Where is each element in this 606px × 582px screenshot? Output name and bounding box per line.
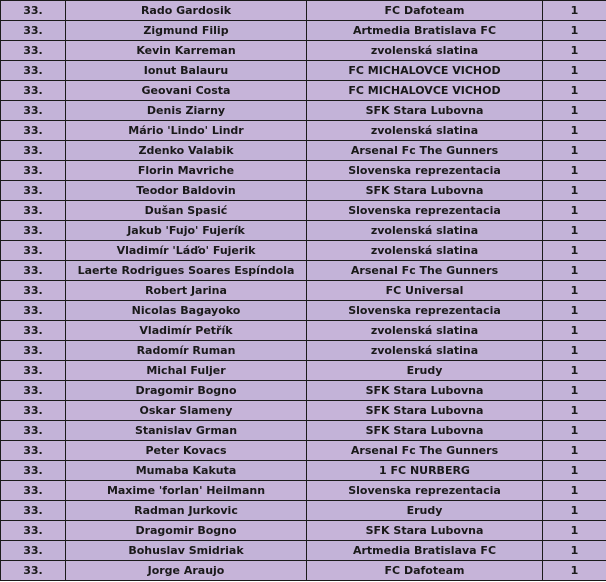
player-name-cell: Michal Fuljer bbox=[66, 361, 307, 381]
goals-cell: 1 bbox=[543, 281, 606, 301]
table-row bbox=[1, 1, 606, 21]
rank-cell: 33. bbox=[1, 361, 66, 381]
goals-cell: 1 bbox=[543, 401, 606, 421]
goals-cell: 1 bbox=[543, 321, 606, 341]
team-name-cell: Arsenal Fc The Gunners bbox=[307, 261, 543, 281]
table-row bbox=[1, 281, 606, 301]
team-name-cell: Slovenska reprezentacia bbox=[307, 301, 543, 321]
team-name-cell: Arsenal Fc The Gunners bbox=[307, 441, 543, 461]
rank-cell: 33. bbox=[1, 321, 66, 341]
rank-cell: 33. bbox=[1, 21, 66, 41]
rank-cell: 33. bbox=[1, 161, 66, 181]
table-row bbox=[1, 241, 606, 261]
goals-cell: 1 bbox=[543, 341, 606, 361]
goals-cell: 1 bbox=[543, 521, 606, 541]
table-row bbox=[1, 401, 606, 421]
table-row bbox=[1, 181, 606, 201]
goals-cell: 1 bbox=[543, 221, 606, 241]
goals-cell: 1 bbox=[543, 201, 606, 221]
rank-cell: 33. bbox=[1, 301, 66, 321]
rank-cell: 33. bbox=[1, 481, 66, 501]
rank-cell: 33. bbox=[1, 521, 66, 541]
team-name-cell: Slovenska reprezentacia bbox=[307, 481, 543, 501]
goals-cell: 1 bbox=[543, 461, 606, 481]
rank-cell: 33. bbox=[1, 61, 66, 81]
team-name-cell: Erudy bbox=[307, 501, 543, 521]
goals-cell: 1 bbox=[543, 81, 606, 101]
player-name-cell: Zigmund Filip bbox=[66, 21, 307, 41]
player-name-cell: Nicolas Bagayoko bbox=[66, 301, 307, 321]
table-row bbox=[1, 201, 606, 221]
player-name-cell: Dušan Spasić bbox=[66, 201, 307, 221]
goals-cell: 1 bbox=[543, 361, 606, 381]
team-name-cell: SFK Stara Lubovna bbox=[307, 181, 543, 201]
table-row bbox=[1, 221, 606, 241]
player-name-cell: Florin Mavriche bbox=[66, 161, 307, 181]
table-row bbox=[1, 561, 606, 581]
table-row bbox=[1, 81, 606, 101]
rank-cell: 33. bbox=[1, 461, 66, 481]
team-name-cell: Artmedia Bratislava FC bbox=[307, 541, 543, 561]
goals-cell: 1 bbox=[543, 501, 606, 521]
team-name-cell: FC MICHALOVCE VICHOD bbox=[307, 81, 543, 101]
rank-cell: 33. bbox=[1, 1, 66, 21]
player-name-cell: Mário 'Lindo' Lindr bbox=[66, 121, 307, 141]
player-name-cell: Denis Ziarny bbox=[66, 101, 307, 121]
goals-cell: 1 bbox=[543, 21, 606, 41]
goals-cell: 1 bbox=[543, 1, 606, 21]
table-row bbox=[1, 341, 606, 361]
player-name-cell: Oskar Slameny bbox=[66, 401, 307, 421]
goals-cell: 1 bbox=[543, 61, 606, 81]
goals-cell: 1 bbox=[543, 481, 606, 501]
player-name-cell: Zdenko Valabik bbox=[66, 141, 307, 161]
rank-cell: 33. bbox=[1, 541, 66, 561]
player-name-cell: Vladimír 'Láďo' Fujerik bbox=[66, 241, 307, 261]
team-name-cell: 1 FC NURBERG bbox=[307, 461, 543, 481]
table-row bbox=[1, 101, 606, 121]
goals-cell: 1 bbox=[543, 101, 606, 121]
team-name-cell: zvolenská slatina bbox=[307, 321, 543, 341]
player-name-cell: Radomír Ruman bbox=[66, 341, 307, 361]
goals-cell: 1 bbox=[543, 381, 606, 401]
team-name-cell: FC Dafoteam bbox=[307, 561, 543, 581]
goals-cell: 1 bbox=[543, 541, 606, 561]
goals-cell: 1 bbox=[543, 561, 606, 581]
team-name-cell: SFK Stara Lubovna bbox=[307, 421, 543, 441]
rank-cell: 33. bbox=[1, 441, 66, 461]
team-name-cell: zvolenská slatina bbox=[307, 41, 543, 61]
player-name-cell: Rado Gardosik bbox=[66, 1, 307, 21]
goals-cell: 1 bbox=[543, 121, 606, 141]
player-name-cell: Bohuslav Smidriak bbox=[66, 541, 307, 561]
rank-cell: 33. bbox=[1, 501, 66, 521]
player-name-cell: Ionut Balauru bbox=[66, 61, 307, 81]
team-name-cell: Slovenska reprezentacia bbox=[307, 161, 543, 181]
team-name-cell: Artmedia Bratislava FC bbox=[307, 21, 543, 41]
rank-cell: 33. bbox=[1, 81, 66, 101]
team-name-cell: FC MICHALOVCE VICHOD bbox=[307, 61, 543, 81]
rank-cell: 33. bbox=[1, 261, 66, 281]
table-row bbox=[1, 121, 606, 141]
team-name-cell: Erudy bbox=[307, 361, 543, 381]
table-row bbox=[1, 301, 606, 321]
table-row bbox=[1, 161, 606, 181]
player-name-cell: Jorge Araujo bbox=[66, 561, 307, 581]
table-row bbox=[1, 421, 606, 441]
goals-cell: 1 bbox=[543, 41, 606, 61]
player-name-cell: Mumaba Kakuta bbox=[66, 461, 307, 481]
team-name-cell: SFK Stara Lubovna bbox=[307, 381, 543, 401]
goals-cell: 1 bbox=[543, 161, 606, 181]
team-name-cell: Arsenal Fc The Gunners bbox=[307, 141, 543, 161]
team-name-cell: SFK Stara Lubovna bbox=[307, 401, 543, 421]
table-row bbox=[1, 481, 606, 501]
player-name-cell: Dragomir Bogno bbox=[66, 381, 307, 401]
rank-cell: 33. bbox=[1, 281, 66, 301]
table-row bbox=[1, 261, 606, 281]
table-row bbox=[1, 461, 606, 481]
player-name-cell: Peter Kovacs bbox=[66, 441, 307, 461]
table-row bbox=[1, 541, 606, 561]
rank-cell: 33. bbox=[1, 241, 66, 261]
scorers-table-body bbox=[1, 1, 606, 581]
team-name-cell: SFK Stara Lubovna bbox=[307, 101, 543, 121]
table-row bbox=[1, 61, 606, 81]
team-name-cell: SFK Stara Lubovna bbox=[307, 521, 543, 541]
rank-cell: 33. bbox=[1, 561, 66, 581]
player-name-cell: Geovani Costa bbox=[66, 81, 307, 101]
player-name-cell: Jakub 'Fujo' Fujerík bbox=[66, 221, 307, 241]
player-name-cell: Laerte Rodrigues Soares Espíndola bbox=[66, 261, 307, 281]
team-name-cell: zvolenská slatina bbox=[307, 221, 543, 241]
rank-cell: 33. bbox=[1, 421, 66, 441]
table-row bbox=[1, 321, 606, 341]
rank-cell: 33. bbox=[1, 41, 66, 61]
rank-cell: 33. bbox=[1, 121, 66, 141]
team-name-cell: FC Universal bbox=[307, 281, 543, 301]
team-name-cell: zvolenská slatina bbox=[307, 121, 543, 141]
goals-cell: 1 bbox=[543, 141, 606, 161]
team-name-cell: zvolenská slatina bbox=[307, 241, 543, 261]
player-name-cell: Dragomir Bogno bbox=[66, 521, 307, 541]
player-name-cell: Maxime 'forlan' Heilmann bbox=[66, 481, 307, 501]
table-row bbox=[1, 381, 606, 401]
rank-cell: 33. bbox=[1, 201, 66, 221]
team-name-cell: zvolenská slatina bbox=[307, 341, 543, 361]
table-row bbox=[1, 441, 606, 461]
rank-cell: 33. bbox=[1, 141, 66, 161]
goals-cell: 1 bbox=[543, 241, 606, 261]
player-name-cell: Stanislav Grman bbox=[66, 421, 307, 441]
rank-cell: 33. bbox=[1, 401, 66, 421]
goals-cell: 1 bbox=[543, 181, 606, 201]
table-row bbox=[1, 521, 606, 541]
team-name-cell: FC Dafoteam bbox=[307, 1, 543, 21]
rank-cell: 33. bbox=[1, 181, 66, 201]
table-row bbox=[1, 21, 606, 41]
goals-cell: 1 bbox=[543, 441, 606, 461]
player-name-cell: Teodor Baldovin bbox=[66, 181, 307, 201]
player-name-cell: Vladimír Petřík bbox=[66, 321, 307, 341]
goals-cell: 1 bbox=[543, 261, 606, 281]
rank-cell: 33. bbox=[1, 341, 66, 361]
goals-cell: 1 bbox=[543, 421, 606, 441]
table-row bbox=[1, 361, 606, 381]
player-name-cell: Robert Jarina bbox=[66, 281, 307, 301]
table-row bbox=[1, 41, 606, 61]
table-row bbox=[1, 141, 606, 161]
team-name-cell: Slovenska reprezentacia bbox=[307, 201, 543, 221]
goals-cell: 1 bbox=[543, 301, 606, 321]
rank-cell: 33. bbox=[1, 101, 66, 121]
rank-cell: 33. bbox=[1, 221, 66, 241]
player-name-cell: Kevin Karreman bbox=[66, 41, 307, 61]
player-name-cell: Radman Jurkovic bbox=[66, 501, 307, 521]
table-row bbox=[1, 501, 606, 521]
rank-cell: 33. bbox=[1, 381, 66, 401]
